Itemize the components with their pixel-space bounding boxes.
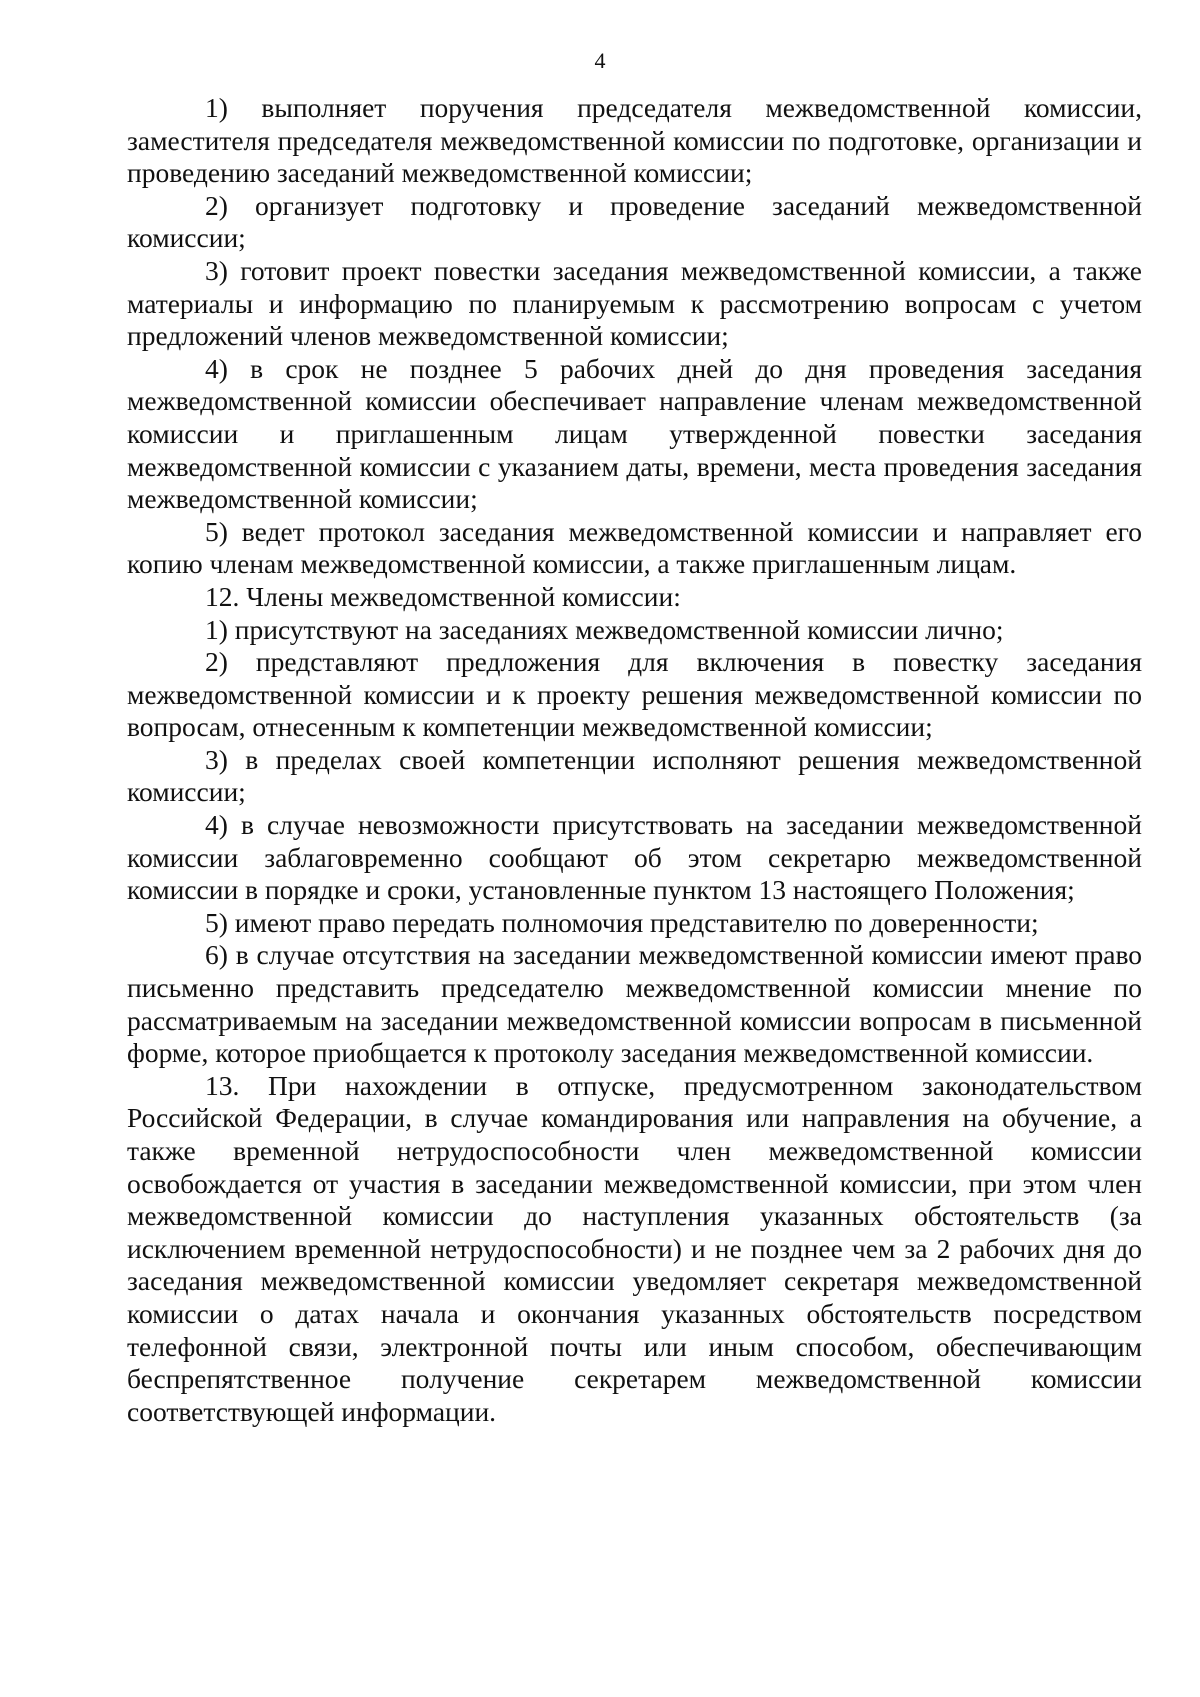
- page-number: 4: [594, 48, 606, 73]
- paragraph-4: 4) в срок не позднее 5 рабочих дней до дня проведения заседания межведомственной комиссии обеспечивает направление членам межведомственной комиссии и приглашенным лицам утвержденной повестки заседания межведомственной комиссии с указанием даты, времени, места проведения заседания межведомственной комиссии;: [127, 352, 1142, 515]
- paragraph-12-3: 3) в пределах своей компетенции исполняют решения межведомственной комиссии;: [127, 743, 1142, 808]
- paragraph-12-1: 1) присутствуют на заседаниях межведомственной комиссии лично;: [205, 613, 1004, 645]
- paragraph-1: 1) выполняет поручения председателя межведомственной комиссии, заместителя председателя межведомственной комиссии по подготовке, организации и проведению заседаний межведомственной комиссии;: [127, 92, 1142, 189]
- paragraph-12-2: 2) представляют предложения для включения в повестку заседания межведомственной комиссии и к проекту решения межведомственной комиссии по вопросам, отнесенным к компетенции межведомственной комиссии;: [127, 646, 1142, 743]
- paragraph-5: 5) ведет протокол заседания межведомственной комиссии и направляет его копию членам межведомственной комиссии, а также приглашенным лицам.: [127, 515, 1142, 580]
- paragraph-12-6: 6) в случае отсутствия на заседании межведомственной комиссии имеют право письменно представить председателю межведомственной комиссии мнение по рассматриваемым на заседании межведомственной комиссии вопросам в письменной форме, которое приобщается к протоколу заседания межведомственной комиссии.: [127, 939, 1142, 1069]
- section-13-paragraph: 13. При нахождении в отпуске, предусмотренном законодательством Российской Федерации, в случае командирования или направления на обучение, а также временной нетрудоспособности член межведомственной комиссии освобождается от участия в заседании межведомственной комиссии, при этом член межведомственной комиссии до наступления указанных обстоятельств (за исключением временной нетрудоспособности) и не позднее чем за 2 рабочих дня до заседания межведомственной комиссии уведомляет секретаря межведомственной комиссии о датах начала и окончания указанных обстоятельств посредством телефонной связи, электронной почты или иным способом, обеспечивающим беспрепятственное получение секретарем межведомственной комиссии соответствующей информации.: [127, 1069, 1142, 1427]
- paragraph-12-5: 5) имеют право передать полномочия представителю по доверенности;: [205, 906, 1039, 938]
- paragraph-3: 3) готовит проект повестки заседания межведомственной комиссии, а также материалы и информацию по планируемым к рассмотрению вопросам с учетом предложений членов межведомственной комиссии;: [127, 254, 1142, 352]
- paragraph-2: 2) организует подготовку и проведение заседаний межведомственной комиссии;: [127, 189, 1142, 254]
- section-12-heading: 12. Члены межведомственной комиссии:: [205, 580, 681, 612]
- document-body: [127, 92, 1142, 1428]
- paragraph-12-4: 4) в случае невозможности присутствовать на заседании межведомственной комиссии заблаговременно сообщают об этом секретарю межведомственной комиссии в порядке и сроки, установленные пунктом 13 настоящего Положения;: [127, 809, 1142, 906]
